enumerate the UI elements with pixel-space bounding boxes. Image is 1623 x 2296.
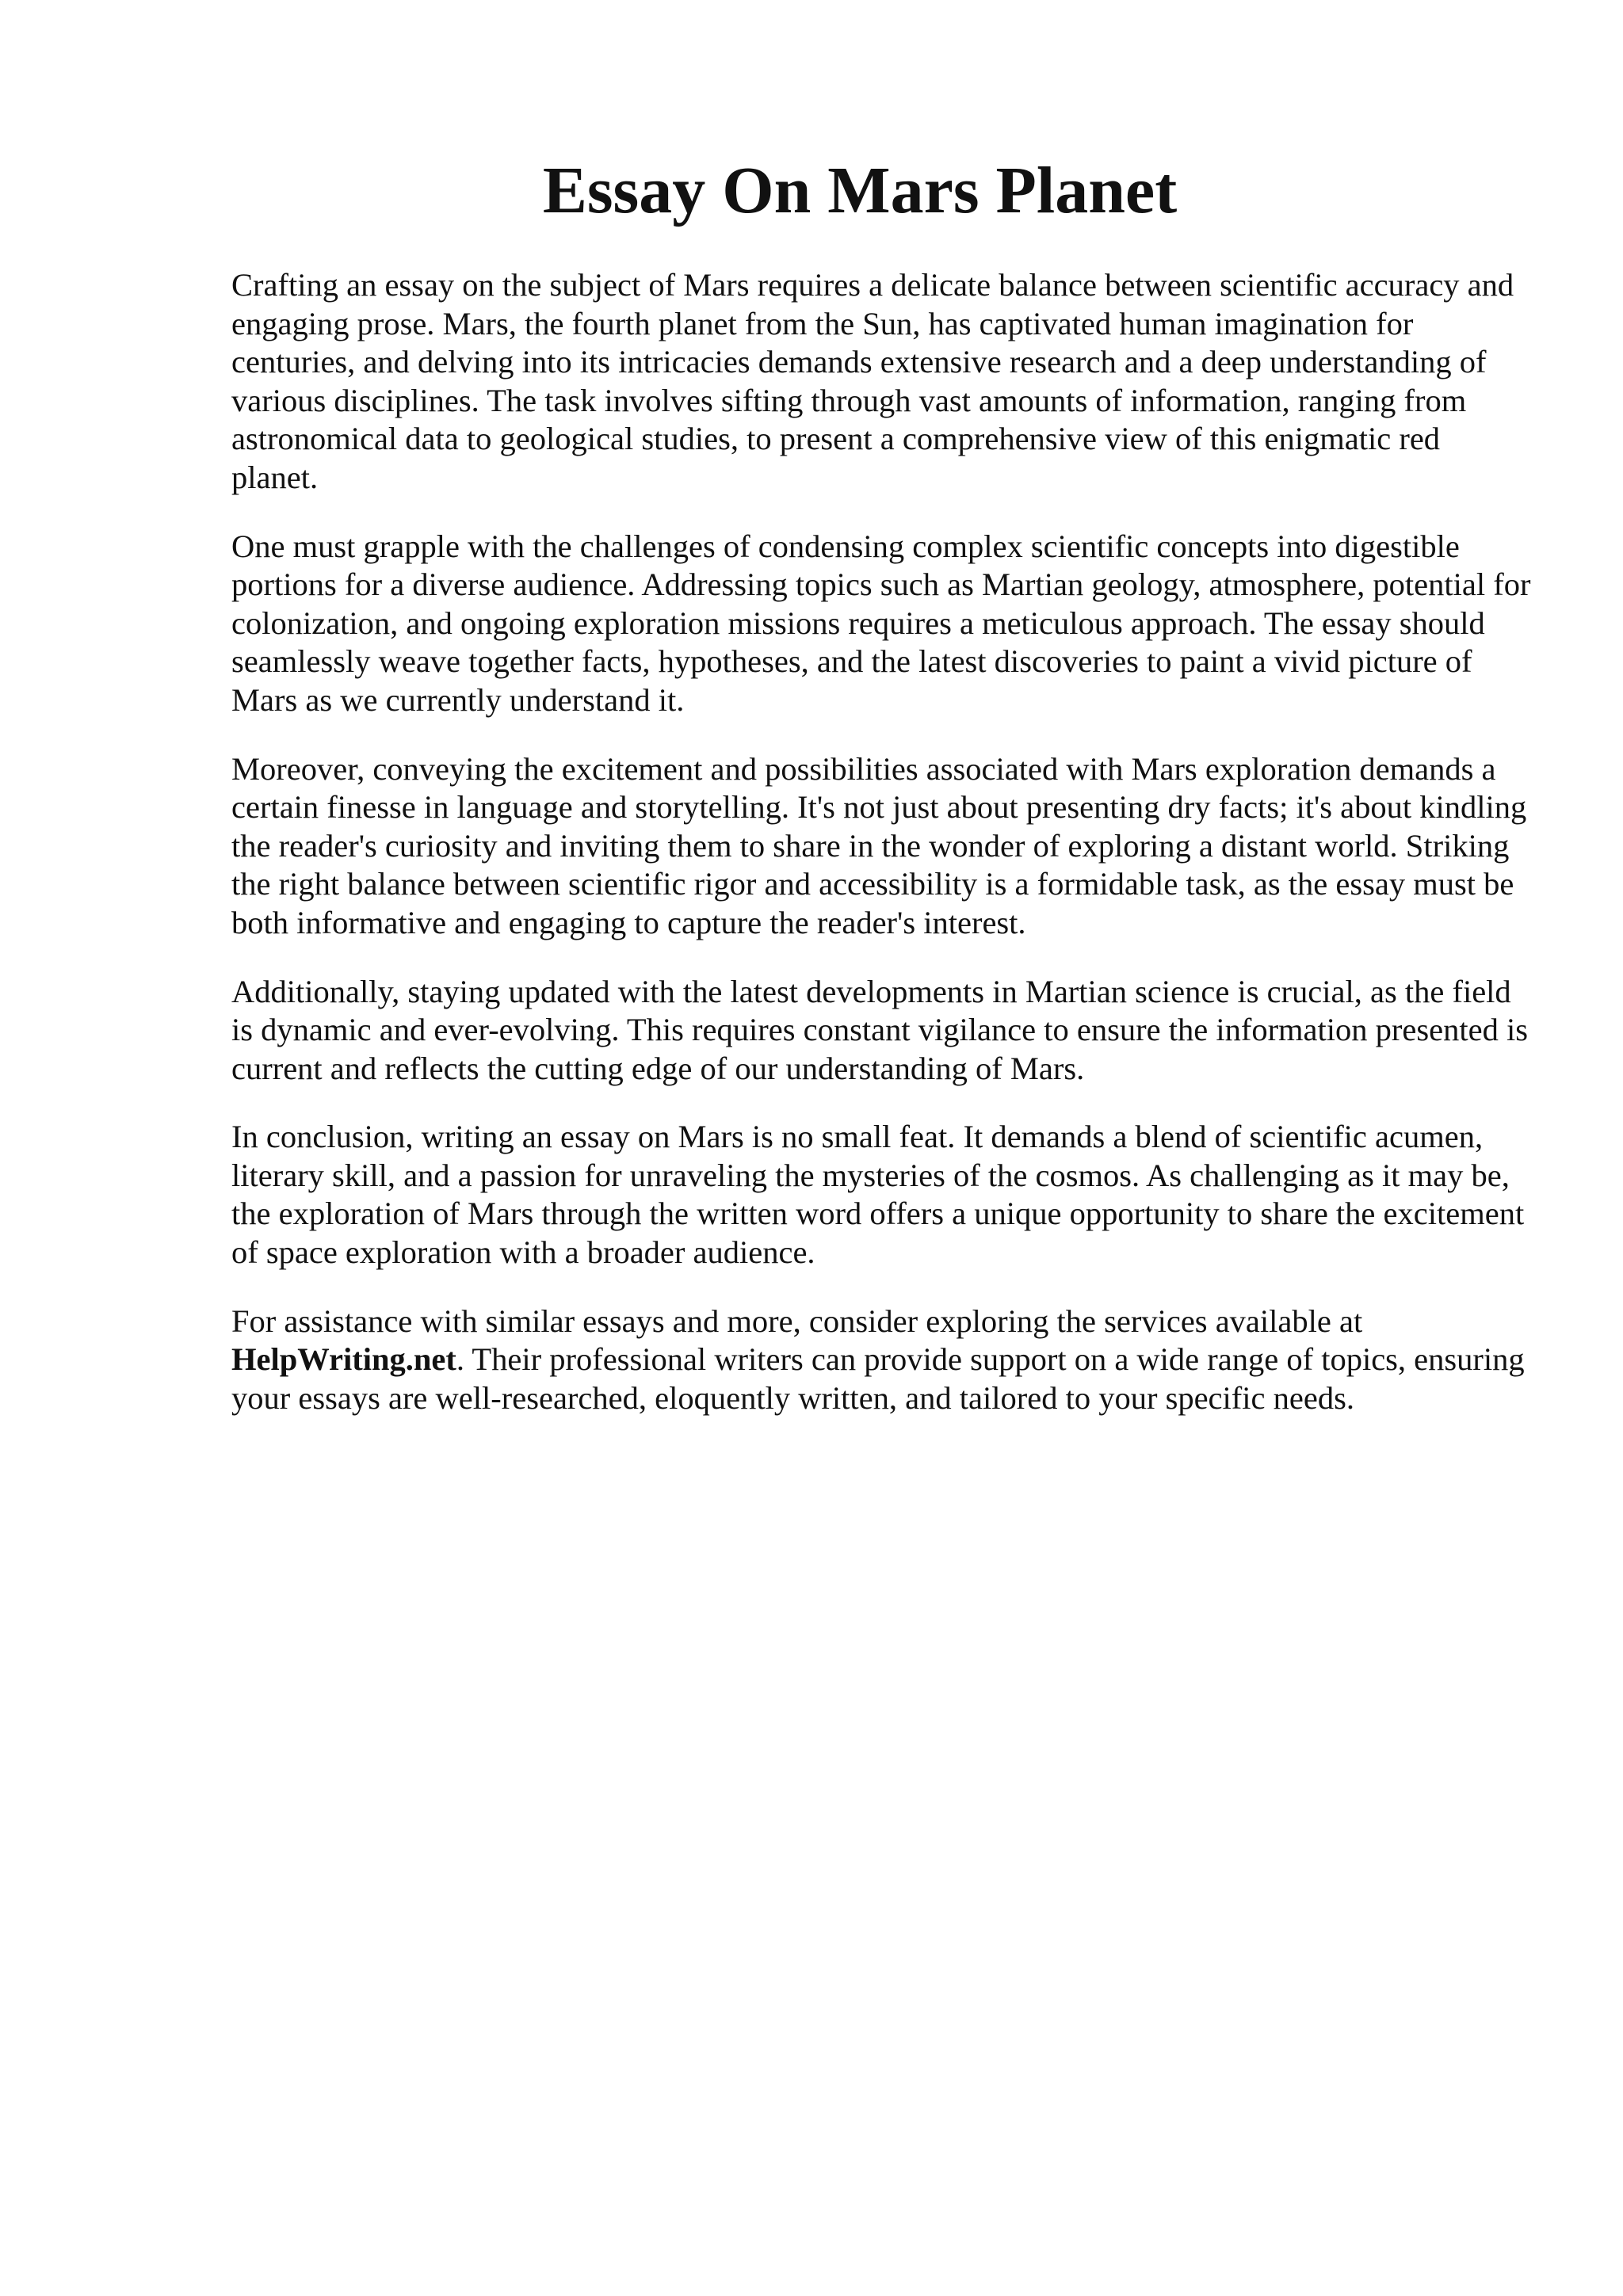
- brand-link[interactable]: HelpWriting.net: [231, 1341, 456, 1378]
- closing-text-before: For assistance with similar essays and more, consider exploring the services available at: [231, 1302, 1363, 1339]
- page-title: Essay On Mars Planet: [542, 154, 1178, 227]
- paragraph-closing: [231, 1302, 1531, 1418]
- closing-text-after: . Their professional writers can provide support on a wide range of topics, ensuring your essays are well-researched, eloquently written, and tailored to your specific needs.: [231, 1341, 1525, 1416]
- paragraph-conclusion: In conclusion, writing an essay on Mars is no small feat. It demands a blend of scientific acumen, literary skill, and a passion for unraveling the mysteries of the cosmos. As challenging as it may be, the exploration of Mars through the written word offers a unique opportunity to share the excitement of space exploration with a broader audience.: [231, 1119, 1525, 1271]
- paragraph-storytelling: Moreover, conveying the excitement and possibilities associated with Mars exploration demands a certain finesse in language and storytelling. It's not just about presenting dry facts; it's about kindling the reader's curiosity and inviting them to share in the wonder of exploring a distant world. Striking the right balance between scientific rigor and accessibility is a formidable task, as the essay must be both informative and engaging to capture the reader's interest.: [231, 750, 1527, 940]
- paragraph-updates: Additionally, staying updated with the latest developments in Martian science is crucial, as the field is dynamic and ever-evolving. This requires constant vigilance to ensure the information presented is current and reflects the cutting edge of our understanding of Mars.: [231, 973, 1528, 1086]
- paragraph-intro: Crafting an essay on the subject of Mars requires a delicate balance between scientific accuracy and engaging prose. Mars, the fourth planet from the Sun, has captivated human imagination for centuries, and delving into its intricacies demands extensive research and a deep understanding of various disciplines. The task involves sifting through vast amounts of information, ranging from astronomical data to geological studies, to present a comprehensive view of this enigmatic red planet.: [231, 267, 1514, 495]
- paragraph-challenges: One must grapple with the challenges of condensing complex scientific concepts into digestible portions for a diverse audience. Addressing topics such as Martian geology, atmosphere, potential for colonization, and ongoing exploration missions requires a meticulous approach. The essay should seamlessly weave together facts, hypotheses, and the latest discoveries to paint a vivid picture of Mars as we currently understand it.: [231, 528, 1531, 718]
- essay-body: [231, 266, 1531, 1447]
